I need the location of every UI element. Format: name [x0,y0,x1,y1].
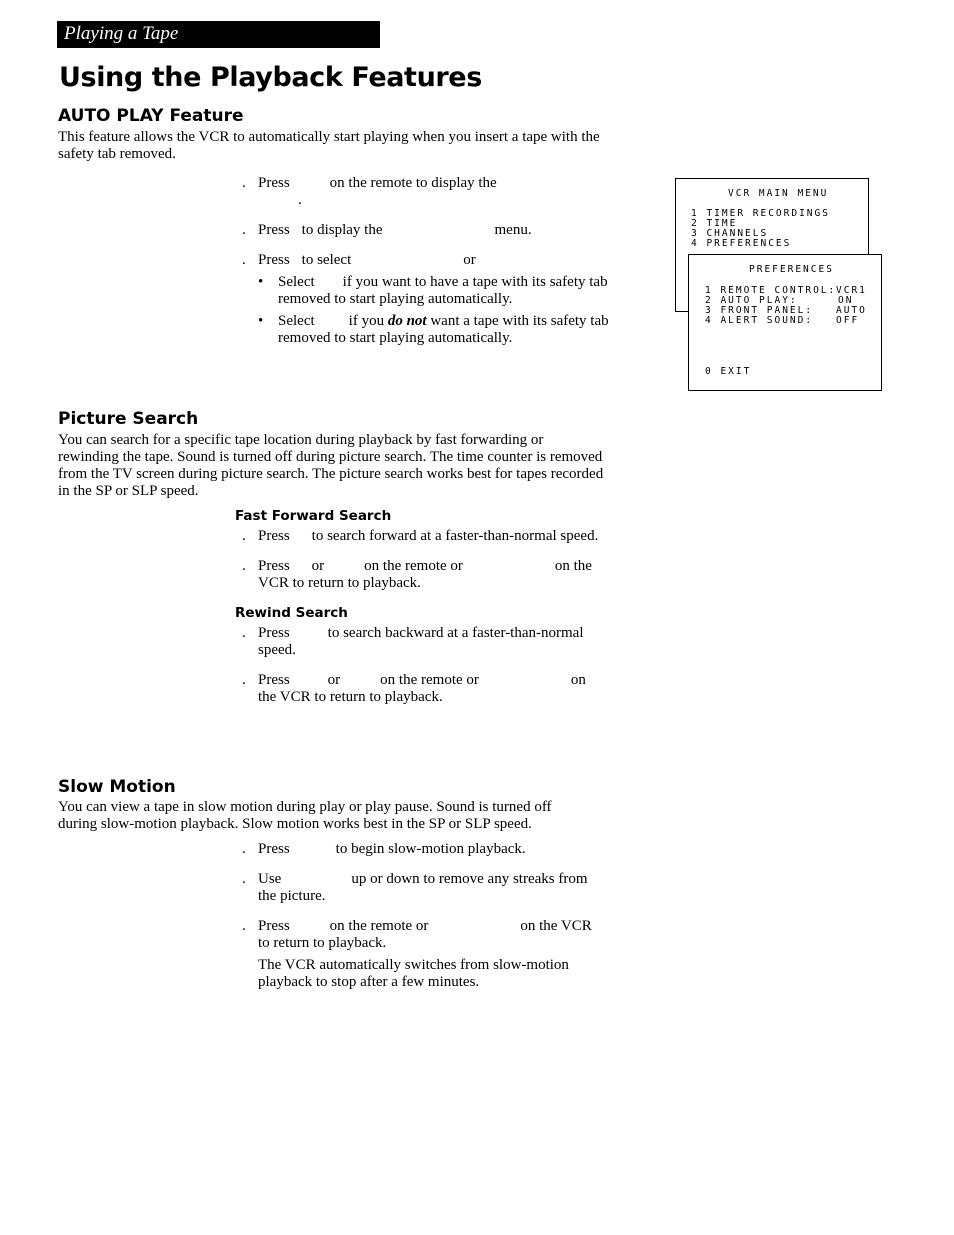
menu-item-timer-recordings: 1 TIMER RECORDINGS [691,208,830,219]
auto-play-step-2: . Press to display the menu. [242,222,532,238]
rewind-search-heading: Rewind Search [235,605,348,621]
preferences-menu-screen [688,254,882,391]
page-title: Using the Playback Features [59,62,482,93]
auto-play-step-1: . Press on the remote to display the . [242,175,497,208]
pref-exit: 0 EXIT [705,366,752,377]
auto-play-intro: This feature allows the VCR to automatically start playing when you insert a tape with the safety tab removed. [58,129,600,162]
preferences-title: PREFERENCES [749,264,834,275]
picture-search-intro: You can search for a specific tape location during playback by fast forwarding or rewinding the tape. Sound is turned off during picture search. The time counter is removed from the TV screen during picture search. The picture search works best for tapes recorded in the SP or SLP speed. [58,432,604,499]
menu-item-channels: 3 CHANNELS [691,228,769,239]
auto-play-option-on: • Select if you want to have a tape with its safety tab removed to start playing automatically. [258,274,608,307]
slow-step-1: . Press to begin slow-motion playback. [242,841,526,857]
slow-step-3: . Press on the remote or on the VCR to return to playback. [242,918,592,951]
ff-step-2: . Press or on the remote or on the VCR to return to playback. [242,558,592,591]
menu-item-preferences: 4 PREFERENCES [691,238,792,249]
pref-alert-sound-value: OFF [836,315,860,326]
pref-auto-play-label: 2 AUTO PLAY: [705,295,798,306]
picture-search-heading: Picture Search [58,409,199,429]
slow-motion-heading: Slow Motion [58,777,176,797]
vcr-main-menu-title: VCR MAIN MENU [728,188,829,199]
auto-play-heading: AUTO PLAY Feature [58,106,244,126]
slow-step-2: . Use up or down to remove any streaks from the picture. [242,871,588,904]
menu-item-time: 2 TIME [691,218,738,229]
rew-step-2: . Press or on the remote or on the VCR to return to playback. [242,672,586,705]
pref-remote-control-label: 1 REMOTE CONTROL: [705,285,837,296]
slow-motion-intro: You can view a tape in slow motion during play or play pause. Sound is turned off during slow-motion playback. Slow motion works best in the SP or SLP speed. [58,799,552,832]
pref-remote-control-value: VCR1 [836,285,867,296]
pref-front-panel-value: AUTO [836,305,867,316]
rew-step-1: . Press to search backward at a faster-than-normal speed. [242,625,584,658]
pref-alert-sound-label: 4 ALERT SOUND: [705,315,814,326]
slow-motion-note: The VCR automatically switches from slow-motion playback to stop after a few minutes. [258,957,569,990]
auto-play-option-off: • Select if you do not want a tape with its safety tab removed to start playing automatically. [258,313,609,346]
pref-front-panel-label: 3 FRONT PANEL: [705,305,814,316]
section-header-bar: Playing a Tape [57,21,380,48]
fast-forward-search-heading: Fast Forward Search [235,508,392,524]
auto-play-step-3: . Press to select or [242,252,476,268]
ff-step-1: . Press to search forward at a faster-than-normal speed. [242,528,599,544]
pref-auto-play-value: ON [838,295,854,306]
